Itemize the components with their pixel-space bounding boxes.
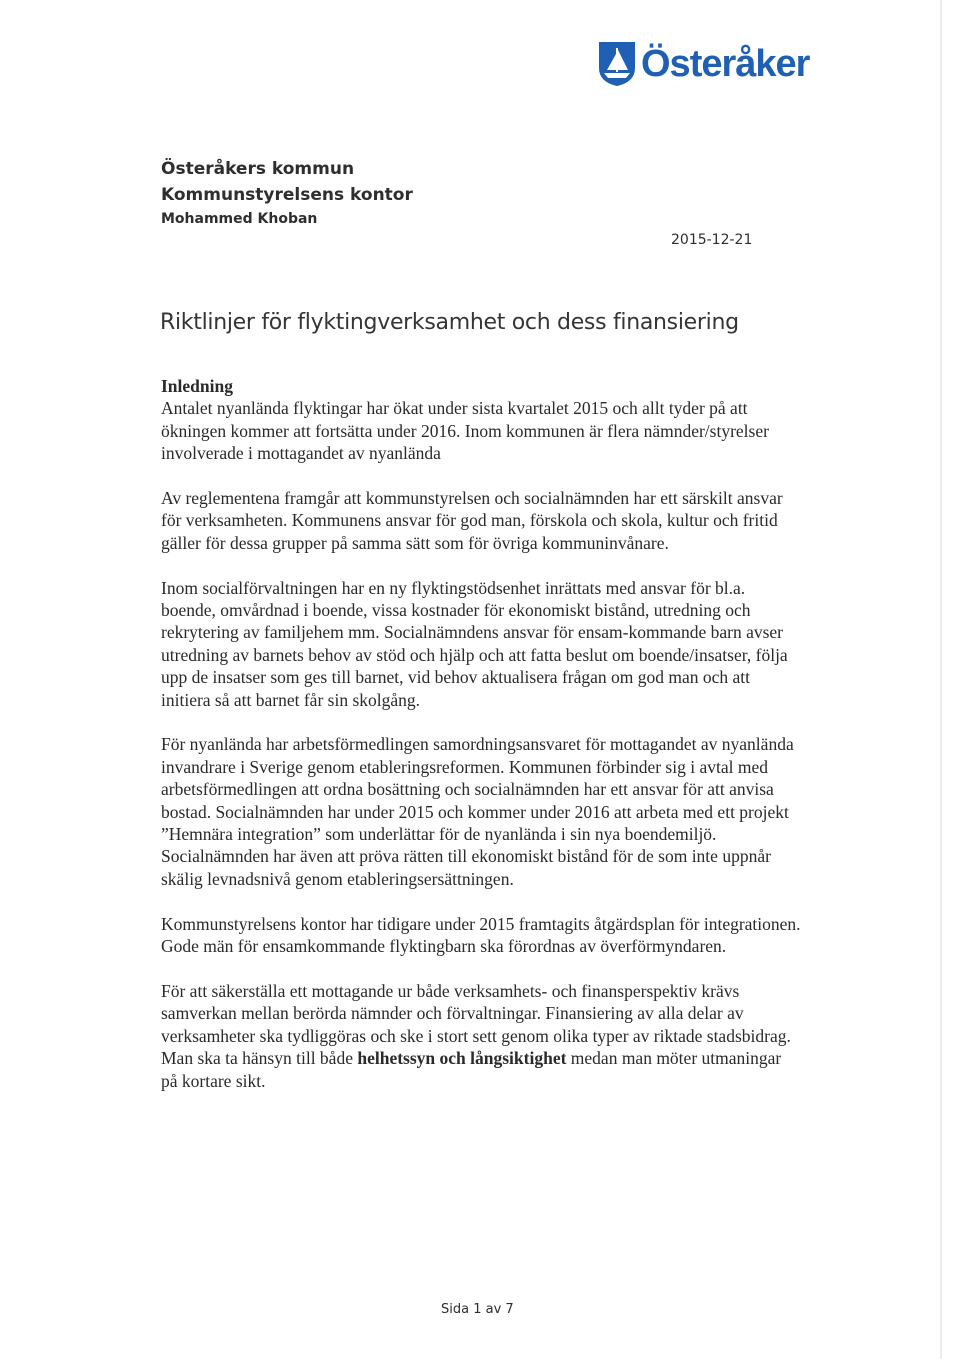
emphasis: helhetssyn och långsiktighet <box>357 1048 567 1069</box>
paragraph-text: medan man möter utmaningar på kortare sikt. <box>161 1048 782 1091</box>
sender-author: Mohammed Khoban <box>161 211 318 227</box>
paragraph: Antalet nyanlända flyktingar har ökat under sista kvartalet 2015 och allt tyder på att ökningen kommer att fortsätta under 2016. Inom kommunen är flera nämnder/styrelser involverade i mottagandet av nyanlända <box>161 398 769 464</box>
sender-org: Österåkers kommun <box>161 159 355 179</box>
paragraph-text: För att säkerställa ett mottagande ur både verksamhets- och finansperspektiv krävs samverkan mellan berörda nämnder och förvaltningar. Finansiering av alla delar av verksamheter ska tydliggöras och ske i stort sett genom olika typer av riktade stadsbidrag. Man ska ta hänsyn till både <box>161 980 791 1069</box>
paragraph: Inom socialförvaltningen har en ny flyktingstödsenhet inrättats med ansvar för bl.a. boende, omvårdnad i boende, vissa kostnader för ekonomiskt bistånd, utredning och rekrytering av familjehem mm. Socialnämndens ansvar för ensam-kommande barn avser utredning av barnets behov av stöd och hjälp och att fatta beslut om boende/insatser, följa upp de insatser som ges till barnet, vid behov aktualisera frågan om god man och att initiera så att barnet får sin skolgång. <box>161 577 788 710</box>
section-heading: Inledning <box>161 376 233 396</box>
paragraph: Av reglementena framgår att kommunstyrelsen och socialnämnden har ett särskilt ansvar för verksamheten. Kommunens ansvar för god man, förskola och skola, kultur och fritid gäller för dessa grupper på samma sätt som för övriga kommuninvånare. <box>161 488 783 553</box>
sender-office: Kommunstyrelsens kontor <box>161 185 413 205</box>
paragraph: För nyanlända har arbetsförmedlingen samordningsansvaret för mottagandet av nyanlända invandrare i Sverige genom etableringsreformen. Kommunen förbinder sig i avtal med arbetsförmedlingen att ordna bosättning och socialnämnden har ett ansvar för att anvisa bostad. Socialnämnden har under 2015 och kommer under 2016 att arbeta med ett projekt ”Hemnära integration” som underlättar för de nyanlända i sin nya boendemiljö. Socialnämnden har även att pröva rätten till ekonomiskt bistånd för de som inte uppnår skälig levnadsnivå genom etableringsersättningen. <box>161 734 794 889</box>
page-number: Sida 1 av 7 <box>441 1302 514 1317</box>
document-title: Riktlinjer för flyktingverksamhet och dess finansiering <box>160 310 739 335</box>
page-edge <box>940 0 942 1359</box>
paragraph-last <box>161 980 801 1092</box>
coat-of-arms-icon <box>597 40 637 88</box>
sender-block <box>161 156 413 230</box>
logo-wordmark: Österåker <box>641 43 810 85</box>
document-date: 2015-12-21 <box>671 232 753 248</box>
document-body <box>161 375 801 1114</box>
osteraker-logo <box>597 40 809 88</box>
paragraph: Kommunstyrelsens kontor har tidigare under 2015 framtagits åtgärdsplan för integrationen. Gode män för ensamkommande flyktingbarn ska förordnas av överförmyndaren. <box>161 913 801 957</box>
